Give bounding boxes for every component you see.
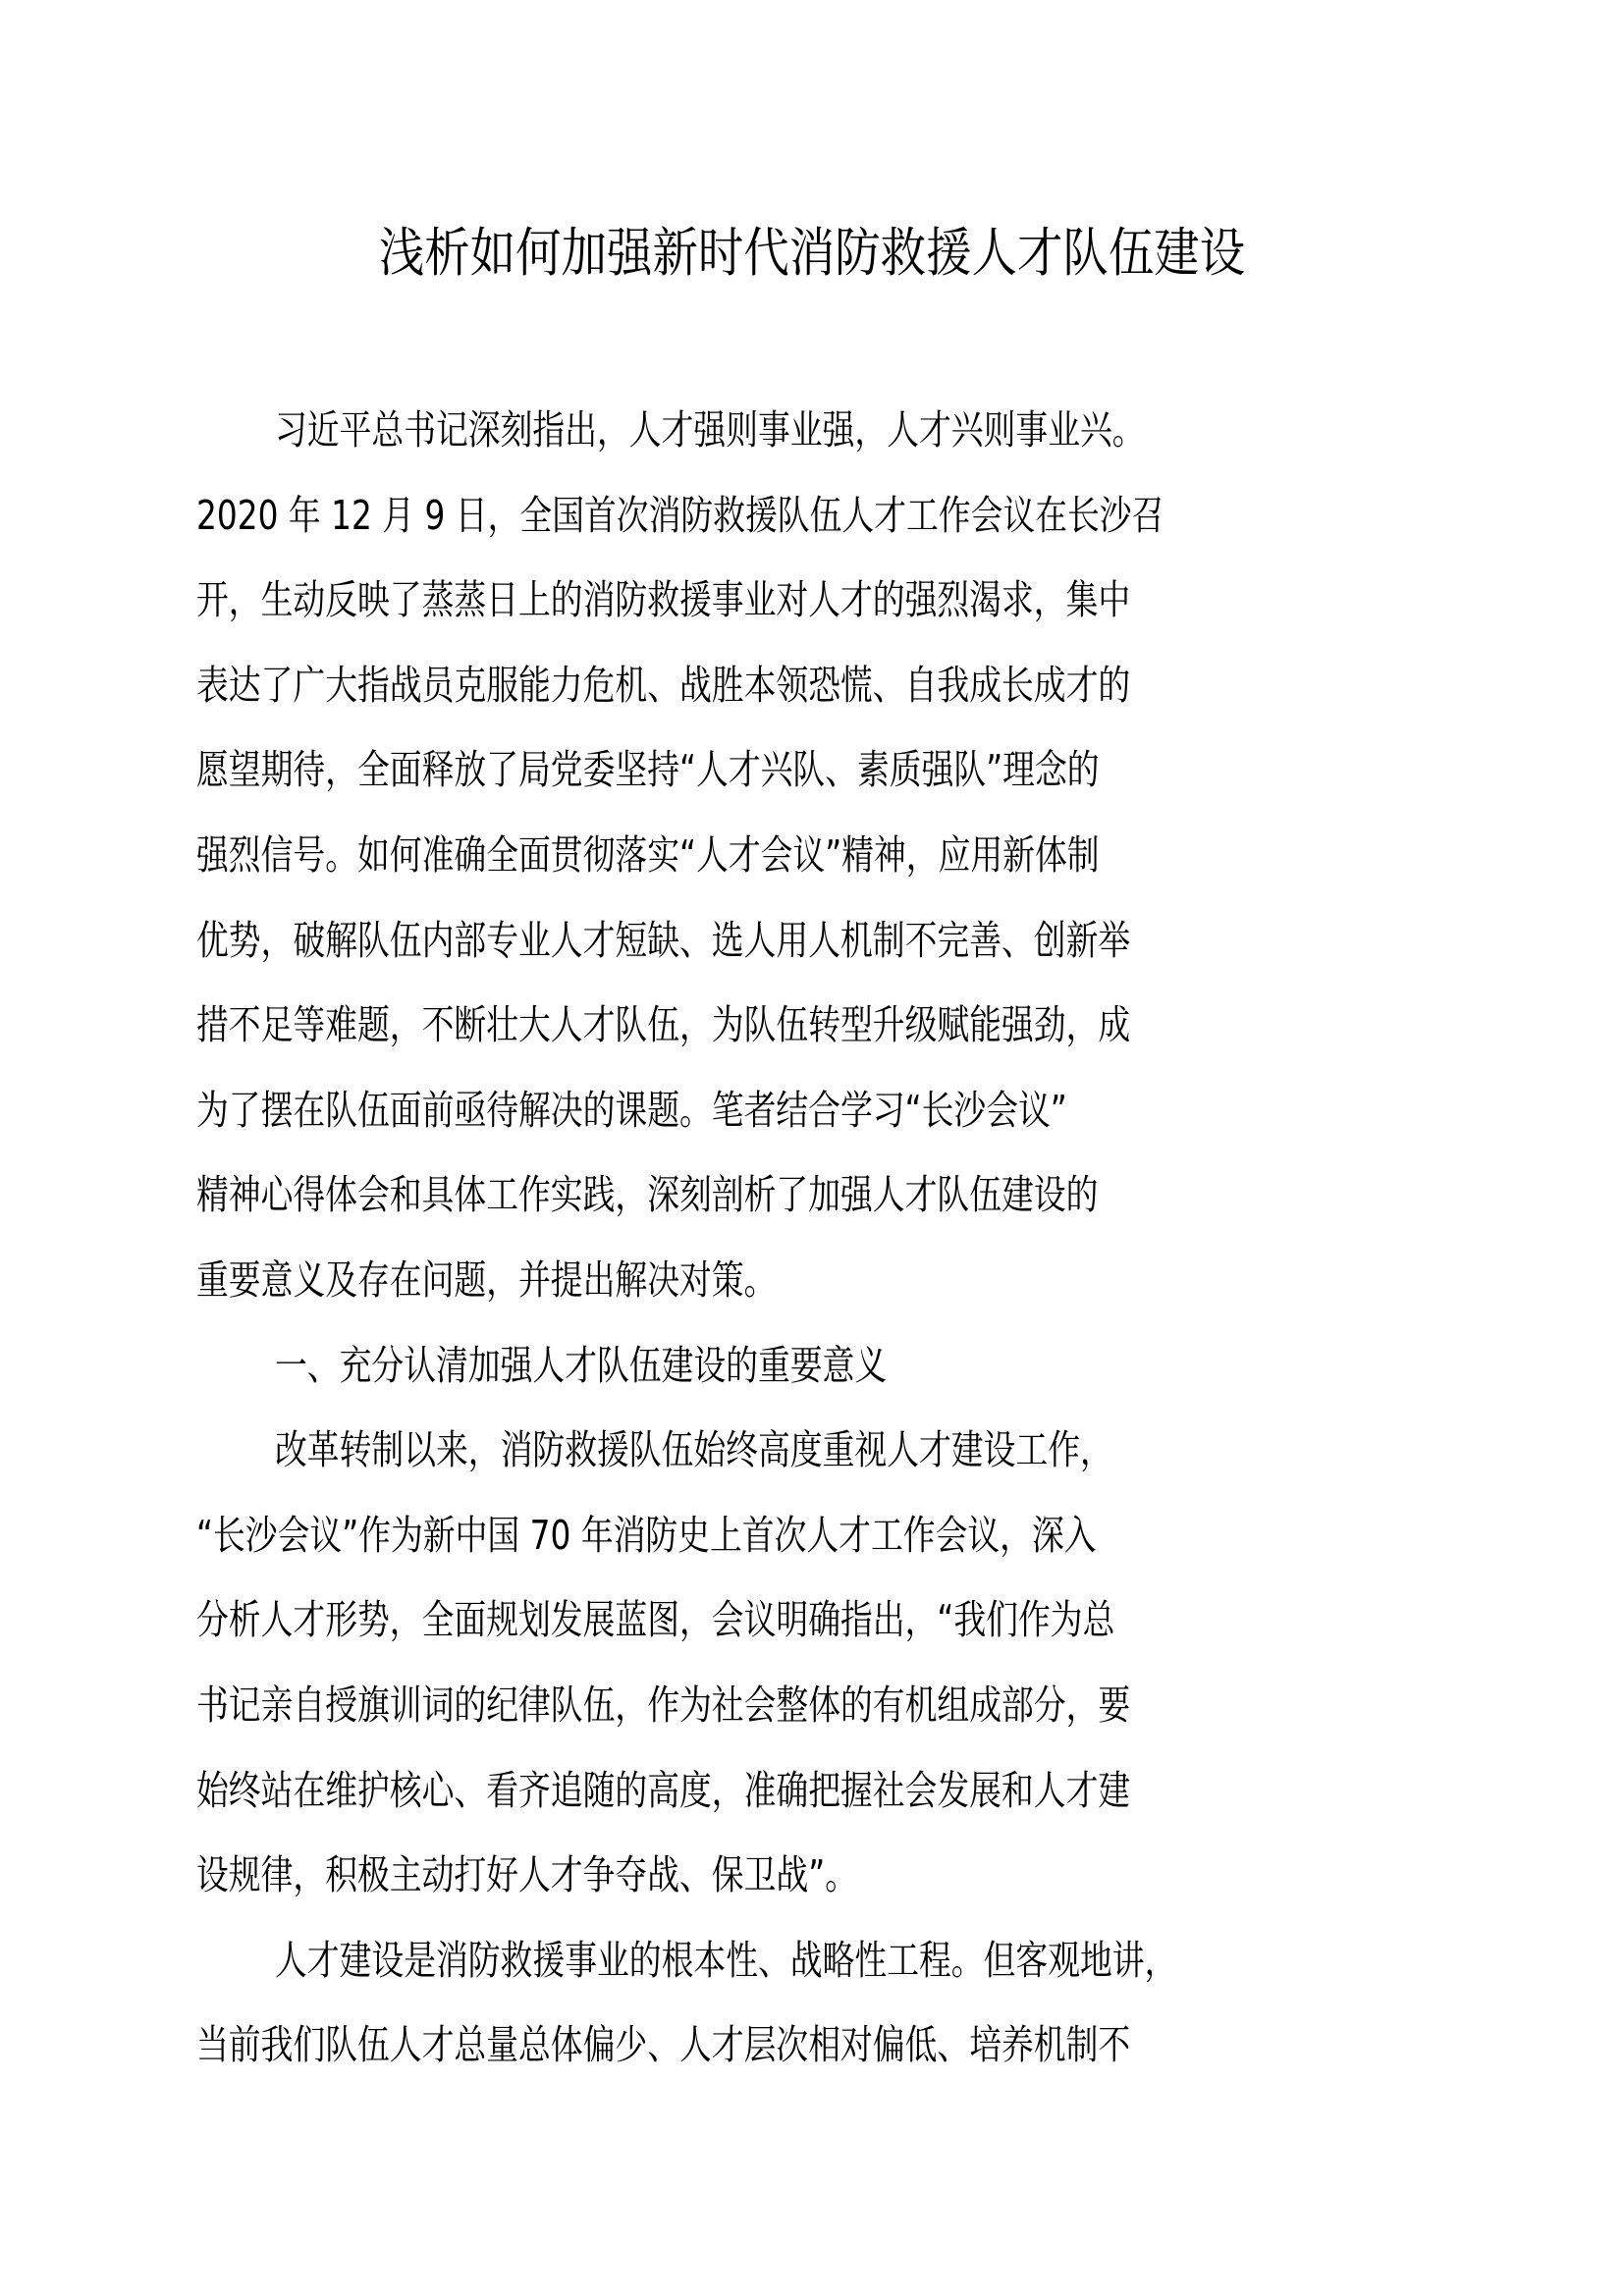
paragraph-line: 书记亲自授旗训词的纪律队伍，作为社会整体的有机组成部分，要 — [196, 1681, 1131, 1729]
paragraph-line: 设规律，积极主动打好人才争夺战、保卫战”。 — [196, 1851, 857, 1899]
paragraph-line: 始终站在维护核心、看齐追随的高度，准确把握社会发展和人才建 — [196, 1766, 1131, 1814]
paragraph-line: “长沙会议”作为新中国 70 年消防史上首次人才工作会议，深入 — [196, 1511, 1097, 1559]
paragraph-line: 表达了广大指战员克服能力危机、战胜本领恐慌、自我成长成才的 — [196, 661, 1131, 709]
paragraph-line: 开，生动反映了蒸蒸日上的消防救援事业对人才的强烈渴求，集中 — [196, 576, 1131, 624]
paragraph-line: 措不足等难题，不断壮大人才队伍，为队伍转型升级赋能强劲，成 — [196, 1001, 1131, 1049]
paragraph-line: 分析人才形势，全面规划发展蓝图，会议明确指出，“我们作为总 — [196, 1596, 1115, 1644]
paragraph-line: 为了摆在队伍面前亟待解决的课题。笔者结合学习“长沙会议” — [196, 1086, 1067, 1134]
paragraph-line: 精神心得体会和具体工作实践，深刻剖析了加强人才队伍建设的 — [196, 1171, 1099, 1219]
paragraph-line: 习近平总书记深刻指出，人才强则事业强，人才兴则事业兴。 — [275, 406, 1145, 454]
paragraph-line: 2020 年 12 月 9 日，全国首次消防救援队伍人才工作会议在长沙召 — [196, 491, 1164, 539]
paragraph-line: 优势，破解队伍内部专业人才短缺、选人用人机制不完善、创新举 — [196, 916, 1131, 964]
paragraph-line: 愿望期待，全面释放了局党委坚持“人才兴队、素质强队”理念的 — [196, 746, 1100, 794]
paragraph-line: 重要意义及存在问题，并提出解决对策。 — [196, 1255, 777, 1304]
section-heading: 一、充分认清加强人才队伍建设的重要意义 — [275, 1341, 888, 1389]
paragraph-line: 强烈信号。如何准确全面贯彻落实“人才会议”精神，应用新体制 — [196, 830, 1100, 879]
document-title: 浅析如何加强新时代消防救援人才队伍建设 — [378, 222, 1246, 284]
document-body — [196, 388, 1473, 2088]
paragraph-line: 当前我们队伍人才总量总体偏少、人才层次相对偏低、培养机制不 — [196, 2021, 1131, 2069]
paragraph-line: 改革转制以来，消防救援队伍始终高度重视人才建设工作， — [275, 1426, 1112, 1474]
paragraph-line: 人才建设是消防救援事业的根本性、战略性工程。但客观地讲， — [275, 1936, 1177, 1984]
